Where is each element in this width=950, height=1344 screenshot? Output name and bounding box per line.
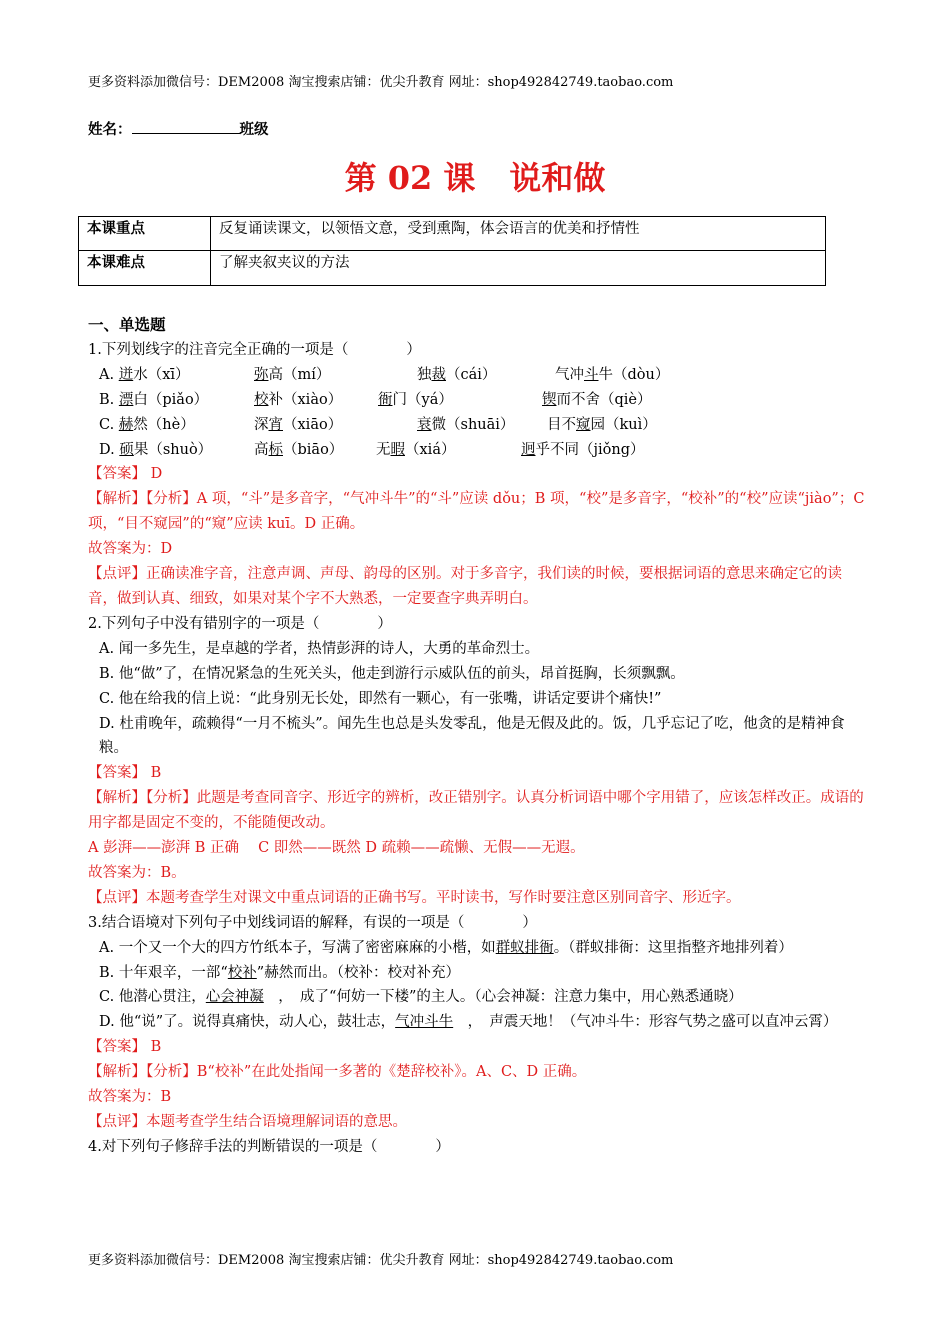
- question-2-stem: 2.下列句子中没有错别字的一项是（ ）: [88, 615, 392, 632]
- question-3-option-b: B. 十年艰辛，一部“校补”赫然而出。（校补：校对补充）: [99, 964, 460, 981]
- question-3-stem: 3.结合语境对下列句子中划线词语的解释，有误的一项是（ ）: [88, 914, 537, 931]
- question-2-option-a: A. 闻一多先生，是卓越的学者，热情彭湃的诗人，大勇的革命烈士。: [99, 640, 540, 657]
- question-1-option-d: D. 硕果（shuò） 高标（biāo） 无暇（xiá） 迥乎不同（jiǒng）: [99, 441, 645, 458]
- question-3-analysis: 【解析】【分析】B“校补”在此处指闻一多著的《楚辞校补》。A、C、D 正确。: [88, 1064, 587, 1081]
- question-3-option-c: C. 他潜心贯注，心会神凝 ， 成了“何妨一下楼”的主人。（心会神凝：注意力集中，用心熟悉通晓）: [99, 989, 743, 1006]
- question-2-analysis: 【解析】【分析】此题是考查同音字、形近字的辨析，改正错别字。认真分析词语中哪个字用错了，应该怎样改正。成语的用字都是固定不变的，不能随便改动。: [88, 790, 864, 832]
- question-1-option-b: B. 漂白（piǎo） 校补（xiào） 衙门（yá） 锲而不舍（qiè）: [99, 391, 652, 408]
- lesson-title: [0, 153, 950, 199]
- section-heading: 一、单选题: [88, 315, 166, 334]
- question-2-comment: 【点评】本题考查学生对课文中重点词语的正确书写。平时读书，写作时要注意区别同音字、形近字。: [88, 889, 741, 906]
- key-points-table: [78, 216, 826, 286]
- class-label: 班级: [239, 121, 269, 138]
- difficulty-label: 本课难点: [79, 251, 211, 286]
- question-2-option-c: C. 他在给我的信上说：“此身别无长处，即然有一颗心，有一张嘴，讲话定要讲个痛快!”: [99, 690, 662, 707]
- question-1-conclusion: 故答案为：D: [88, 541, 173, 558]
- question-2-answer: 【答案】 B: [88, 765, 162, 782]
- key-point-label: 本课重点: [79, 217, 211, 251]
- main-content: [88, 313, 868, 1160]
- question-1-analysis: 【解析】【分析】A 项，“斗”是多音字，“气冲斗牛”的“斗”应读 dǒu；B 项，“校”是多音字，“校补”的“校”应读“jiào”；C 项，“目不窥园”的“窥”应读 kuī。D 正确。: [88, 491, 865, 533]
- table-row: [79, 217, 826, 251]
- page-header: 更多资料添加微信号：DEM2008 淘宝搜索店铺：优尖升教育 网址：shop492842749.taobao.com: [88, 75, 674, 90]
- question-3-option-d: D. 他“说”了。说得真痛快，动人心，鼓壮志，气冲斗牛 ， 声震天地！（气冲斗牛：形容气势之盛可以直冲云霄）: [99, 1014, 838, 1031]
- lesson-name: 说和做: [509, 159, 606, 197]
- question-2-option-b: B. 他“做”了，在情况紧急的生死关头，他走到游行示威队伍的前头，昂首挺胸，长须飘飘。: [99, 665, 685, 682]
- question-4-stem: 4.对下列句子修辞手法的判断错误的一项是（ ）: [88, 1138, 450, 1155]
- key-point-text: 反复诵读课文，以领悟文意，受到熏陶，体会语言的优美和抒情性: [211, 217, 826, 251]
- name-class-line: [88, 118, 269, 139]
- difficulty-text: 了解夹叙夹议的方法: [211, 251, 826, 286]
- question-3-comment: 【点评】本题考查学生结合语境理解词语的意思。: [88, 1114, 407, 1130]
- page-footer: 更多资料添加微信号：DEM2008 淘宝搜索店铺：优尖升教育 网址：shop492842749.taobao.com: [88, 1253, 674, 1268]
- table-row: [79, 251, 826, 286]
- name-blank: [132, 119, 240, 134]
- lesson-number: 第 02 课: [344, 159, 476, 197]
- question-2-option-d: D. 杜甫晚年，疏赖得“一月不梳头”。闻先生也总是头发零乱，他是无假及此的。饭，几乎忘记了吃，他贪的是精神食粮。: [99, 715, 845, 757]
- question-3-conclusion: 故答案为：B: [88, 1089, 172, 1106]
- question-2-conclusion: 故答案为：B。: [88, 864, 186, 881]
- question-1-stem: 1.下列划线字的注音完全正确的一项是（ ）: [88, 341, 421, 358]
- question-3-option-a: A. 一个又一个大的四方竹纸本子，写满了密密麻麻的小楷，如群蚁排衙。（群蚁排衙：这里指整齐地排列着）: [99, 939, 793, 956]
- question-1-comment: 【点评】正确读准字音，注意声调、声母、韵母的区别。对于多音字，我们读的时候，要根据词语的意思来确定它的读音，做到认真、细致，如果对某个字不大熟悉，一定要查字典弄明白。: [88, 566, 842, 607]
- name-label: 姓名：: [88, 121, 132, 138]
- question-1-option-a: A. 迸水（xī） 弥高（mí） 独裁（cái） 气冲斗牛（dòu）: [99, 366, 670, 383]
- question-1-option-c: C. 赫然（hè） 深宵（xiāo） 衰微（shuāi） 目不窥园（kuì）: [99, 416, 657, 433]
- question-1-answer: 【答案】 D: [88, 466, 163, 483]
- question-3-answer: 【答案】 B: [88, 1039, 162, 1056]
- question-2-corrections: A 彭湃——澎湃 B 正确 C 即然——既然 D 疏赖——疏懒、无假——无遐。: [88, 840, 585, 857]
